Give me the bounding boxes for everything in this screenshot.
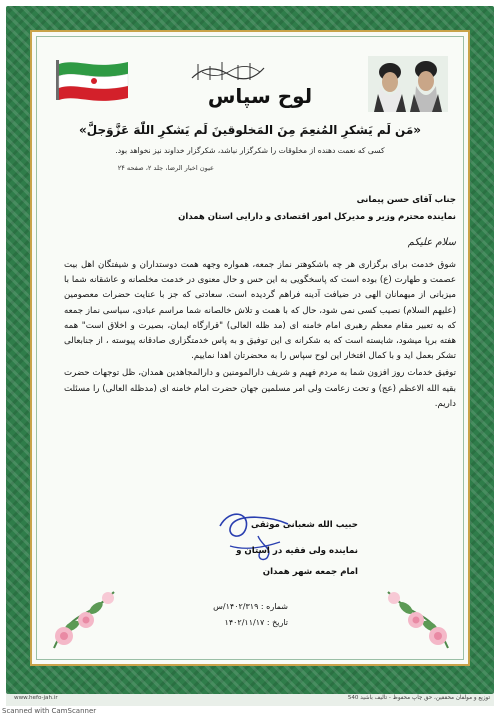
body-paragraph: شوق خدمت برای برگزاری هر چه باشکوهتر نماز جمعه، همواره وجهه همت دوستداران و شیفتگان اهل بیت عصمت و طهارت (ع) بوده است که پاسخگویی به این حس و حال معنوی در خدمت مخلصانه و عاشقانه شما با میزبانی از میهمانان الهی در ضیافت آدینه فراهم گردیده است. سعادتی که جز با عنایت حضرات معصومین (علیهم السلام) نصیب کسی نمی شود، حال که با همت و تلاش خالصانه شما مراسم عبادی، سیاسی نماز جمعه که به تعبیر مقام معظم رهبری امام خامنه ای (مد ظله العالی) "قرارگاه ایمان، بصیرت و اخلاق است" همه هفته برپا میشود، شایسته است که به شکرانه ی این توفیق و به پاس خدمتگزاری صادقانه پیوسته ، از جنابعالی تشکر بعمل اید و با کمال افتخار این لوح سپاس را به محضرتان اهدا نماییم.	[64, 260, 456, 362]
signatory-role-2: امام جمعه شهر همدان	[262, 567, 358, 577]
hadith-translation: کسی که نعمت دهنده از مخلوقات را شکرگزار نباشد، شکرگزار خداوند نیز نخواهد بود.	[115, 146, 385, 155]
iran-flag-icon	[52, 58, 132, 102]
bismillah-calligraphy	[188, 58, 268, 84]
flower-ornament-right	[378, 584, 458, 650]
greeting: سلام علیکم	[407, 237, 456, 248]
hadith-quote: «مَن لَم یَشکرِ المُنعِمَ مِنَ المَخلوقینَ لَم یَشکرِ اللّٰهَ عَزَّوَجلَّ»	[78, 123, 422, 137]
scanner-watermark: Scanned with CamScanner	[2, 707, 97, 715]
page-title: لوح سپاس	[207, 84, 313, 108]
hadith-source: عیون اخبار الرضا، جلد ۲، صفحه ۲۴	[117, 164, 214, 172]
signatory-name: حبیب الله شعبانی موثقی	[251, 520, 358, 530]
letter-body	[64, 258, 456, 412]
body-paragraph: توفیق خدمات روز افزون شما به مردم فهیم و شریف دارالمومنین و دارالمجاهدین همدان، ظل توجهات حضرت بقیه الله الاعظم (عج) و تحت زعامت ولی امر مسلمین جهان حضرت امام خامنه ای (مدظله العالی) را مسئلت داریم.	[64, 368, 456, 409]
signature-mark	[210, 506, 300, 566]
addressee-name: جناب آقای حسن پیمانی	[356, 195, 456, 205]
addressee-title: نماینده محترم وزیر و مدیرکل امور اقتصادی و دارایی استان همدان	[178, 212, 456, 222]
portraits-image	[368, 56, 448, 112]
footer-website: www.hefo-jah.ir	[14, 695, 58, 701]
footer-printer-note: توزیع و مولفان محققین، حق چاپ محفوظ - تالیف باشید 540	[347, 695, 490, 701]
signatory-role: نماینده ولی فقیه در استان و	[236, 546, 358, 556]
document-number: شماره : ۱۴۰۲/۳۱۹/س	[213, 602, 288, 611]
flower-ornament-left	[44, 584, 124, 650]
document-date: تاریخ : ۱۴۰۲/۱۱/۱۷	[224, 618, 288, 627]
